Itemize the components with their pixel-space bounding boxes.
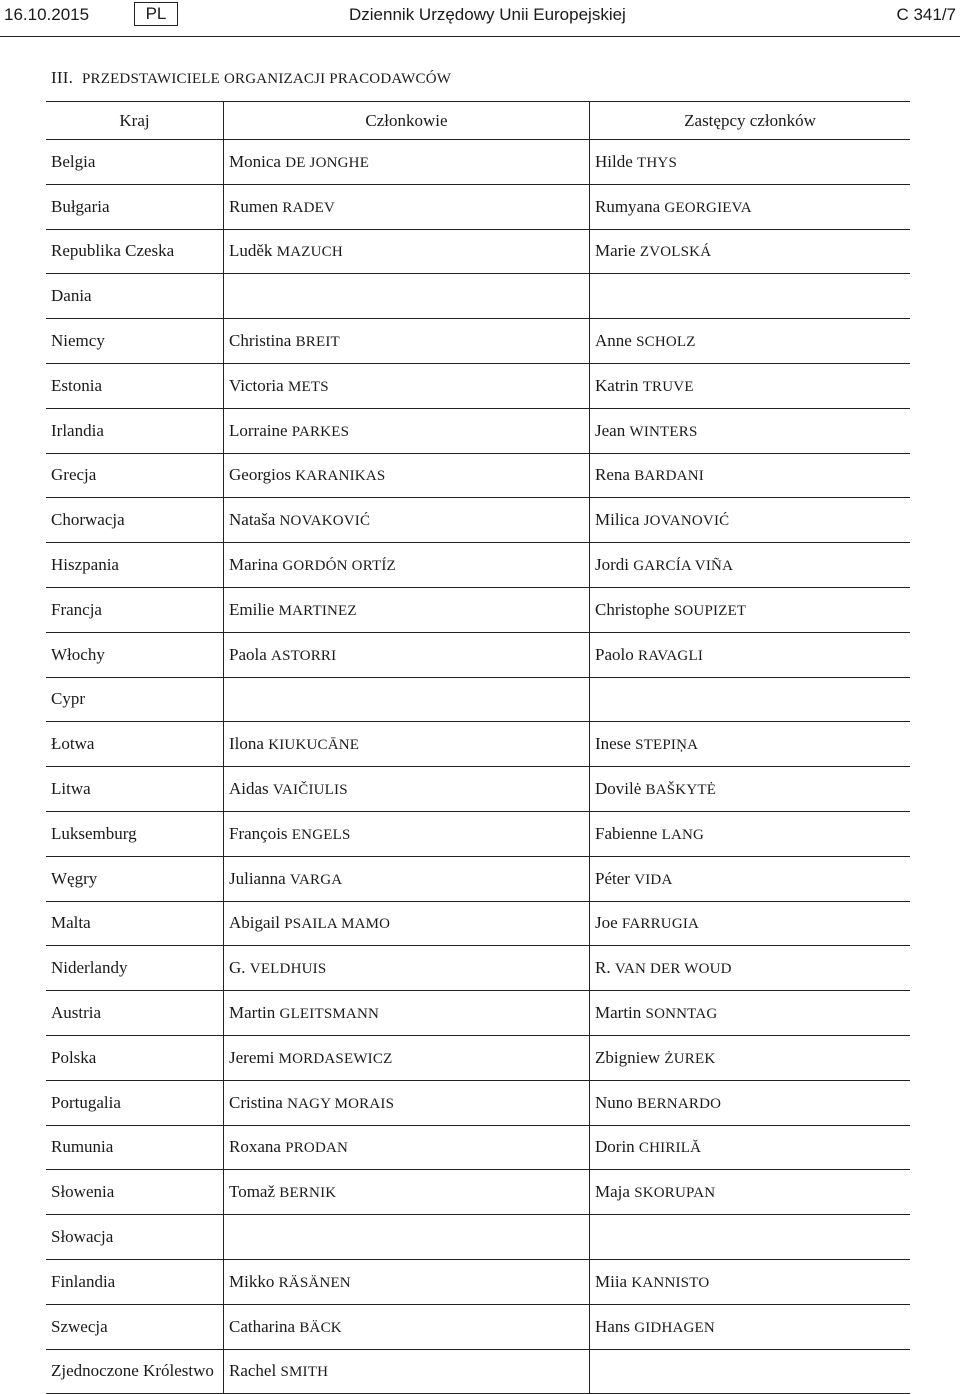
member-cell	[224, 408, 590, 453]
first-name: Catharina	[229, 1316, 296, 1336]
alternate-cell	[590, 677, 911, 722]
column-header-alternates: Zastępcy członków	[590, 102, 911, 140]
surname: KANNISTO	[631, 1274, 710, 1291]
first-name: R.	[595, 958, 611, 978]
table-row	[46, 946, 910, 991]
country-cell: Łotwa	[46, 722, 224, 767]
surname: MARTINEZ	[278, 602, 357, 619]
alternate-cell	[590, 1349, 911, 1394]
surname: MAZUCH	[276, 244, 343, 261]
country-cell: Rumunia	[46, 1125, 224, 1170]
alternate-cell	[590, 274, 911, 319]
surname: CHIRILĂ	[638, 1140, 702, 1157]
table-row	[46, 767, 910, 812]
member-cell	[224, 1349, 590, 1394]
alternate-cell	[590, 140, 911, 185]
first-name: Tomaž	[229, 1182, 276, 1202]
alternate-cell	[590, 587, 911, 632]
surname: RÄSÄNEN	[278, 1274, 351, 1291]
alternate-cell	[590, 767, 911, 812]
journal-title: Dziennik Urzędowy Unii Europejskiej	[349, 5, 626, 24]
table-row	[46, 229, 910, 274]
member-cell	[224, 991, 590, 1036]
first-name: Dorin	[595, 1137, 635, 1157]
surname: BREIT	[295, 334, 340, 351]
surname: TRUVE	[642, 378, 694, 395]
country-cell: Estonia	[46, 363, 224, 408]
surname: SCHOLZ	[636, 334, 696, 351]
table-row	[46, 319, 910, 364]
country-cell: Cypr	[46, 677, 224, 722]
first-name: Milica	[595, 510, 640, 530]
surname: SKORUPAN	[634, 1185, 716, 1202]
country-cell: Portugalia	[46, 1080, 224, 1125]
country-cell: Słowenia	[46, 1170, 224, 1215]
first-name: Jordi	[595, 555, 629, 575]
first-name: Katrin	[595, 375, 639, 395]
first-name: Monica	[229, 151, 281, 171]
alternate-cell	[590, 811, 911, 856]
country-cell: Malta	[46, 901, 224, 946]
table-row	[46, 1304, 910, 1349]
member-cell	[224, 632, 590, 677]
member-cell	[224, 722, 590, 767]
surname: SMITH	[280, 1364, 329, 1381]
first-name: Maja	[595, 1182, 630, 1202]
member-cell	[224, 498, 590, 543]
surname: SOUPIZET	[673, 602, 747, 619]
surname: ENGELS	[291, 826, 351, 843]
first-name: Rumen	[229, 196, 279, 216]
first-name: Jeremi	[229, 1047, 275, 1067]
country-cell: Belgia	[46, 140, 224, 185]
first-name: Joe	[595, 913, 618, 933]
alternate-cell	[590, 991, 911, 1036]
first-name: Dovilė	[595, 779, 642, 799]
member-cell	[224, 184, 590, 229]
table-row	[46, 408, 910, 453]
table-row	[46, 991, 910, 1036]
country-cell: Irlandia	[46, 408, 224, 453]
surname: ASTORRI	[271, 647, 337, 664]
surname: BERNARDO	[637, 1095, 722, 1112]
alternate-cell	[590, 184, 911, 229]
surname: GARCÍA VIÑA	[633, 558, 734, 575]
surname: LANG	[661, 826, 705, 843]
country-cell: Szwecja	[46, 1304, 224, 1349]
alternate-cell	[590, 946, 911, 991]
first-name: Rena	[595, 465, 630, 485]
surname: RAVAGLI	[637, 647, 704, 664]
first-name: Paolo	[595, 644, 634, 664]
first-name: Marie	[595, 241, 636, 261]
surname: BERNIK	[279, 1185, 337, 1202]
first-name: Péter	[595, 868, 630, 888]
first-name: Cristina	[229, 1092, 283, 1112]
table-row	[46, 184, 910, 229]
alternate-cell	[590, 901, 911, 946]
table-row	[46, 901, 910, 946]
member-cell	[224, 1259, 590, 1304]
member-cell	[224, 1170, 590, 1215]
page-header	[0, 0, 960, 37]
surname: VAIČIULIS	[272, 782, 348, 799]
member-cell	[224, 274, 590, 319]
surname: BARDANI	[634, 468, 704, 485]
surname: STEPIŅA	[635, 737, 699, 754]
surname: ŻUREK	[664, 1050, 716, 1067]
member-cell	[224, 767, 590, 812]
member-cell	[224, 1304, 590, 1349]
first-name: Nuno	[595, 1092, 633, 1112]
member-cell	[224, 901, 590, 946]
member-cell	[224, 1125, 590, 1170]
table-row	[46, 1125, 910, 1170]
country-cell: Bułgaria	[46, 184, 224, 229]
alternate-cell	[590, 543, 911, 588]
surname: GLEITSMANN	[279, 1006, 380, 1023]
member-cell	[224, 811, 590, 856]
surname: VAN DER WOUD	[614, 961, 732, 978]
table-row	[46, 1080, 910, 1125]
table-row	[46, 856, 910, 901]
table-row	[46, 453, 910, 498]
first-name: Anne	[595, 331, 632, 351]
country-cell: Zjednoczone Królestwo	[46, 1349, 224, 1394]
table-row	[46, 811, 910, 856]
first-name: Marina	[229, 555, 279, 575]
first-name: Hilde	[595, 151, 633, 171]
alternate-cell	[590, 1259, 911, 1304]
country-cell: Grecja	[46, 453, 224, 498]
members-table	[46, 101, 910, 1394]
section-number: III.	[51, 68, 74, 87]
table-row	[46, 1259, 910, 1304]
first-name: François	[229, 823, 288, 843]
section-title: PRZEDSTAWICIELE ORGANIZACJI PRACODAWCÓW	[81, 71, 452, 87]
table-row	[46, 1215, 910, 1260]
table-row	[46, 1349, 910, 1394]
alternate-cell	[590, 229, 911, 274]
surname: VARGA	[289, 871, 343, 888]
table-row	[46, 632, 910, 677]
member-cell	[224, 587, 590, 632]
surname: RADEV	[282, 199, 336, 216]
first-name: G.	[229, 958, 246, 978]
alternate-cell	[590, 632, 911, 677]
first-name: Rumyana	[595, 196, 661, 216]
country-cell: Niemcy	[46, 319, 224, 364]
table-row	[46, 722, 910, 767]
first-name: Miia	[595, 1271, 628, 1291]
surname: METS	[287, 378, 329, 395]
first-name: Lorraine	[229, 420, 288, 440]
first-name: Rachel	[229, 1361, 277, 1381]
surname: PSAILA MAMO	[284, 916, 391, 933]
first-name: Jean	[595, 420, 626, 440]
first-name: Hans	[595, 1316, 630, 1336]
first-name: Christina	[229, 331, 292, 351]
member-cell	[224, 677, 590, 722]
first-name: Christophe	[595, 599, 670, 619]
table-row	[46, 677, 910, 722]
table-header-row	[46, 102, 910, 140]
publication-date: 16.10.2015	[4, 5, 90, 24]
table-row	[46, 363, 910, 408]
member-cell	[224, 1215, 590, 1260]
first-name: Luděk	[229, 241, 273, 261]
alternate-cell	[590, 1080, 911, 1125]
country-cell: Polska	[46, 1035, 224, 1080]
surname: GIDHAGEN	[634, 1319, 715, 1336]
first-name: Martin	[229, 1003, 276, 1023]
alternate-cell	[590, 1125, 911, 1170]
table-row	[46, 274, 910, 319]
table-row	[46, 543, 910, 588]
surname: SONNTAG	[645, 1006, 718, 1023]
table-row	[46, 1170, 910, 1215]
alternate-cell	[590, 1170, 911, 1215]
first-name: Ilona	[229, 734, 264, 754]
country-cell: Dania	[46, 274, 224, 319]
first-name: Paola	[229, 644, 267, 664]
surname: VIDA	[634, 871, 673, 888]
surname: WINTERS	[629, 423, 698, 440]
country-cell: Włochy	[46, 632, 224, 677]
surname: BAŠKYTĖ	[645, 782, 717, 799]
surname: KIUKUCĀNE	[268, 737, 360, 754]
first-name: Inese	[595, 734, 631, 754]
first-name: Mikko	[229, 1271, 275, 1291]
first-name: Georgios	[229, 465, 292, 485]
alternate-cell	[590, 1304, 911, 1349]
first-name: Victoria	[229, 375, 284, 395]
surname: PARKES	[291, 423, 350, 440]
surname: PRODAN	[285, 1140, 349, 1157]
first-name: Aidas	[229, 779, 269, 799]
table-row	[46, 498, 910, 543]
country-cell: Finlandia	[46, 1259, 224, 1304]
alternate-cell	[590, 856, 911, 901]
country-cell: Chorwacja	[46, 498, 224, 543]
table-row	[46, 587, 910, 632]
country-cell: Słowacja	[46, 1215, 224, 1260]
country-cell: Litwa	[46, 767, 224, 812]
surname: NOVAKOVIĆ	[279, 513, 371, 530]
member-cell	[224, 543, 590, 588]
first-name: Fabienne	[595, 823, 658, 843]
surname: DE JONGHE	[285, 154, 370, 171]
country-cell: Austria	[46, 991, 224, 1036]
country-cell: Luksemburg	[46, 811, 224, 856]
surname: GORDÓN ORTÍZ	[282, 558, 396, 575]
first-name: Roxana	[229, 1137, 281, 1157]
country-cell: Republika Czeska	[46, 229, 224, 274]
member-cell	[224, 453, 590, 498]
member-cell	[224, 363, 590, 408]
alternate-cell	[590, 1215, 911, 1260]
surname: NAGY MORAIS	[287, 1095, 395, 1112]
first-name: Zbigniew	[595, 1047, 661, 1067]
first-name: Julianna	[229, 868, 286, 888]
alternate-cell	[590, 722, 911, 767]
journal-reference: C 341/7	[896, 5, 956, 24]
alternate-cell	[590, 319, 911, 364]
surname: KARANIKAS	[295, 468, 386, 485]
country-cell: Niderlandy	[46, 946, 224, 991]
alternate-cell	[590, 1035, 911, 1080]
table-row	[46, 140, 910, 185]
alternate-cell	[590, 363, 911, 408]
first-name: Martin	[595, 1003, 642, 1023]
column-header-country: Kraj	[46, 102, 224, 140]
surname: FARRUGIA	[621, 916, 700, 933]
member-cell	[224, 856, 590, 901]
surname: JOVANOVIĆ	[643, 513, 730, 530]
first-name: Emilie	[229, 599, 275, 619]
member-cell	[224, 140, 590, 185]
country-cell: Francja	[46, 587, 224, 632]
member-cell	[224, 946, 590, 991]
first-name: Abigail	[229, 913, 280, 933]
column-header-members: Członkowie	[224, 102, 590, 140]
member-cell	[224, 1080, 590, 1125]
alternate-cell	[590, 498, 911, 543]
surname: GEORGIEVA	[664, 199, 752, 216]
surname: VELDHUIS	[249, 961, 327, 978]
surname: THYS	[637, 154, 678, 171]
alternate-cell	[590, 408, 911, 453]
member-cell	[224, 229, 590, 274]
table-row	[46, 1035, 910, 1080]
alternate-cell	[590, 453, 911, 498]
surname: BÄCK	[299, 1319, 342, 1336]
member-cell	[224, 319, 590, 364]
country-cell: Węgry	[46, 856, 224, 901]
surname: ZVOLSKÁ	[639, 244, 712, 261]
section-heading	[51, 68, 451, 88]
surname: MORDASEWICZ	[278, 1050, 393, 1067]
first-name: Nataša	[229, 510, 276, 530]
member-cell	[224, 1035, 590, 1080]
language-badge: PL	[134, 2, 178, 26]
country-cell: Hiszpania	[46, 543, 224, 588]
